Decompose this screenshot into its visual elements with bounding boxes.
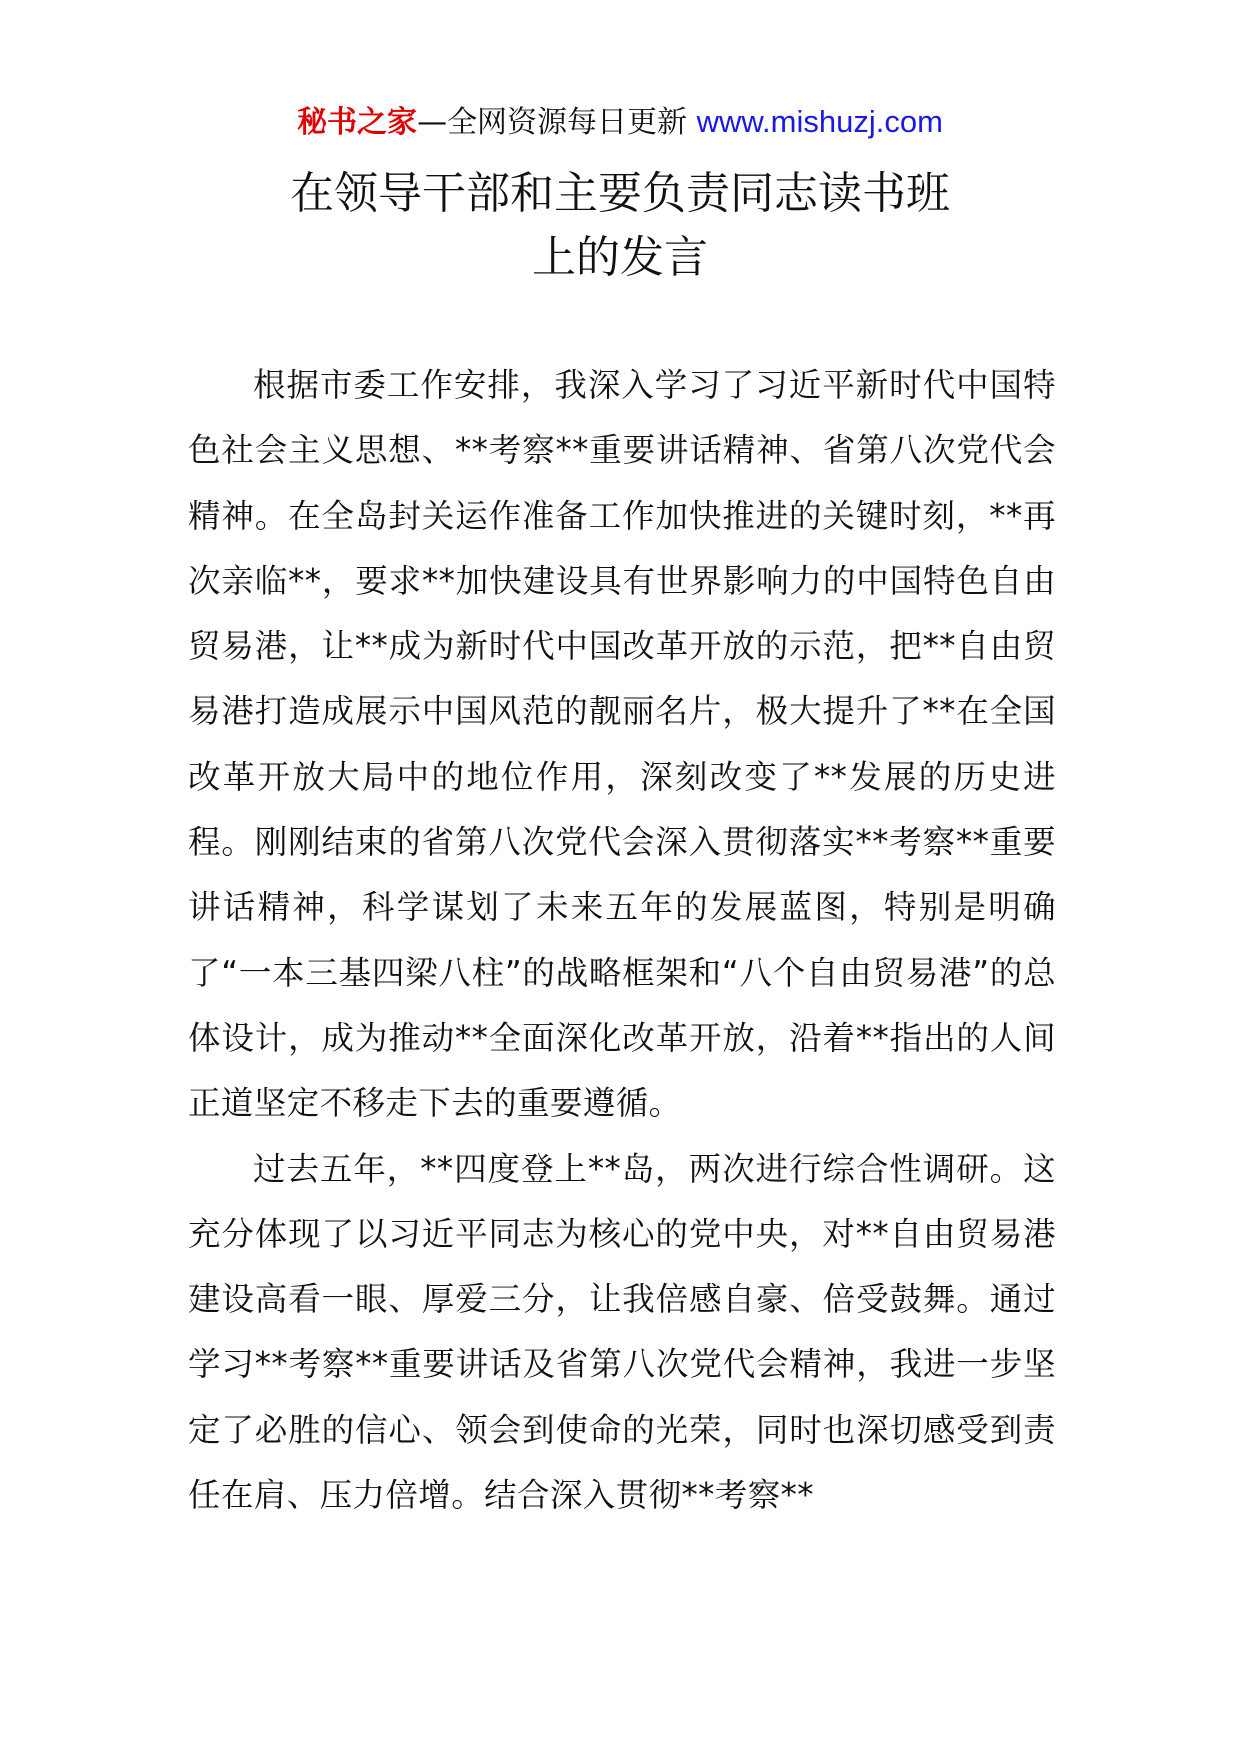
title-line-1: 在领导干部和主要负责同志读书班 — [290, 168, 950, 219]
document-body — [188, 353, 1056, 1528]
brand-name: 秘书之家 — [297, 105, 418, 140]
paragraph-1: 根据市委工作安排，我深入学习了习近平新时代中国特色社会主义思想、**考察**重要讲话精神、省第八次党代会精神。在全岛封关运作准备工作加快推进的关键时刻，**再次亲临**，要求**加快建设具有世界影响力的中国特色自由贸易港，让**成为新时代中国改革开放的示范，把**自由贸易港打造成展示中国风范的靓丽名片，极大提升了**在全国改革开放大局中的地位作用，深刻改变了**发展的历史进程。刚刚结束的省第八次党代会深入贯彻落实**考察**重要讲话精神，科学谋划了未来五年的发展蓝图，特别是明确了“一本三基四梁八柱”的战略框架和“八个自由贸易港”的总体设计，成为推动**全面深化改革开放，沿着**指出的人间正道坚定不移走下去的重要遵循。 — [188, 366, 1056, 1123]
title-line-2: 上的发言 — [532, 232, 708, 283]
paragraph-2: 过去五年，**四度登上**岛，两次进行综合性调研。这充分体现了以习近平同志为核心的党中央，对**自由贸易港建设高看一眼、厚爱三分，让我倍感自豪、倍受鼓舞。通过学习**考察**重要讲话及省第八次党代会精神，我进一步坚定了必胜的信心、领会到使命的光荣，同时也深切感受到责任在肩、压力倍增。结合深入贯彻**考察** — [188, 1149, 1056, 1515]
header-tagline: —全网资源每日更新 — [417, 105, 697, 140]
site-url-link[interactable]: www.mishuzj.com — [696, 104, 943, 139]
document-title — [0, 162, 1240, 290]
site-header — [0, 100, 1240, 145]
